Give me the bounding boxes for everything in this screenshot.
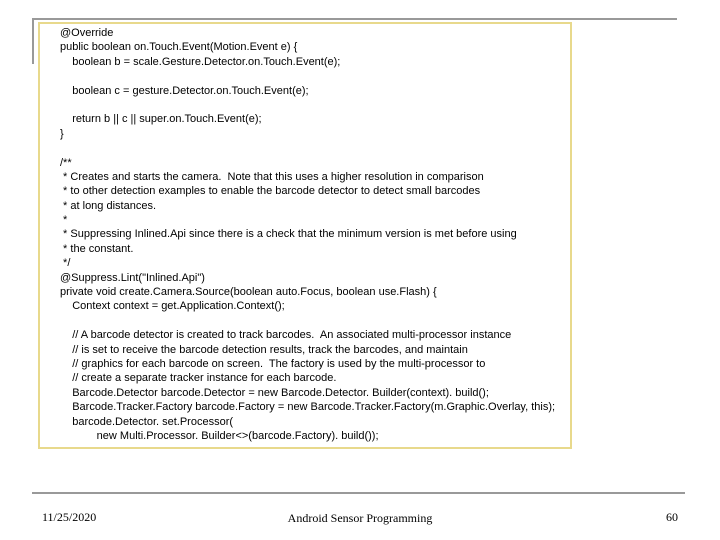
code-line: @Suppress.Lint("Inlined.Api"): [60, 271, 205, 284]
code-line: [60, 141, 620, 155]
code-line: boolean b = scale.Gesture.Detector.on.Touch.Event(e);: [60, 55, 341, 68]
footer-title: Android Sensor Programming: [287, 511, 433, 525]
decorative-corner-vertical: [32, 18, 34, 64]
code-line: Barcode.Detector barcode.Detector = new Barcode.Detector. Builder(context). build();: [60, 386, 489, 399]
code-line: Barcode.Tracker.Factory barcode.Factory = new Barcode.Tracker.Factory(m.Graphic.Overlay, this);: [60, 401, 556, 414]
code-line: // A barcode detector is created to track barcodes. An associated multi-processor instance: [60, 329, 512, 342]
code-block: [60, 26, 620, 443]
code-line: barcode.Detector. set.Processor(: [60, 415, 234, 428]
code-line: *: [60, 214, 68, 227]
code-line: * at long distances.: [60, 199, 157, 212]
code-line: * the constant.: [60, 242, 134, 255]
code-line: * Suppressing Inlined.Api since there is a check that the minimum version is met before using: [60, 228, 517, 241]
decorative-corner-horizontal: [32, 18, 677, 20]
footer-date: 11/25/2020: [42, 510, 97, 524]
code-line: private void create.Camera.Source(boolean auto.Focus, boolean use.Flash) {: [60, 286, 437, 299]
code-line: new Multi.Processor. Builder<>(barcode.Factory). build());: [60, 429, 379, 442]
code-line: public boolean on.Touch.Event(Motion.Event e) {: [60, 41, 298, 54]
code-line: // create a separate tracker instance for each barcode.: [60, 372, 337, 385]
code-line: [60, 314, 620, 328]
code-line: // is set to receive the barcode detection results, track the barcodes, and maintain: [60, 343, 468, 356]
code-line: */: [60, 257, 71, 270]
code-line: Context context = get.Application.Context();: [60, 300, 285, 313]
code-line: return b || c || super.on.Touch.Event(e);: [60, 113, 262, 126]
code-line: * to other detection examples to enable the barcode detector to detect small barcodes: [60, 185, 481, 198]
code-line: // graphics for each barcode on screen. The factory is used by the multi-processor to: [60, 357, 486, 370]
footer-divider: [32, 492, 685, 494]
code-line: /**: [60, 156, 72, 169]
code-line: }: [60, 127, 64, 140]
code-line: [60, 69, 620, 83]
code-line: @Override: [60, 27, 114, 39]
code-line: * Creates and starts the camera. Note that this uses a higher resolution in comparison: [60, 170, 484, 183]
page-number: 60: [666, 510, 678, 524]
code-line: boolean c = gesture.Detector.on.Touch.Event(e);: [60, 84, 309, 97]
code-line: [60, 98, 620, 112]
